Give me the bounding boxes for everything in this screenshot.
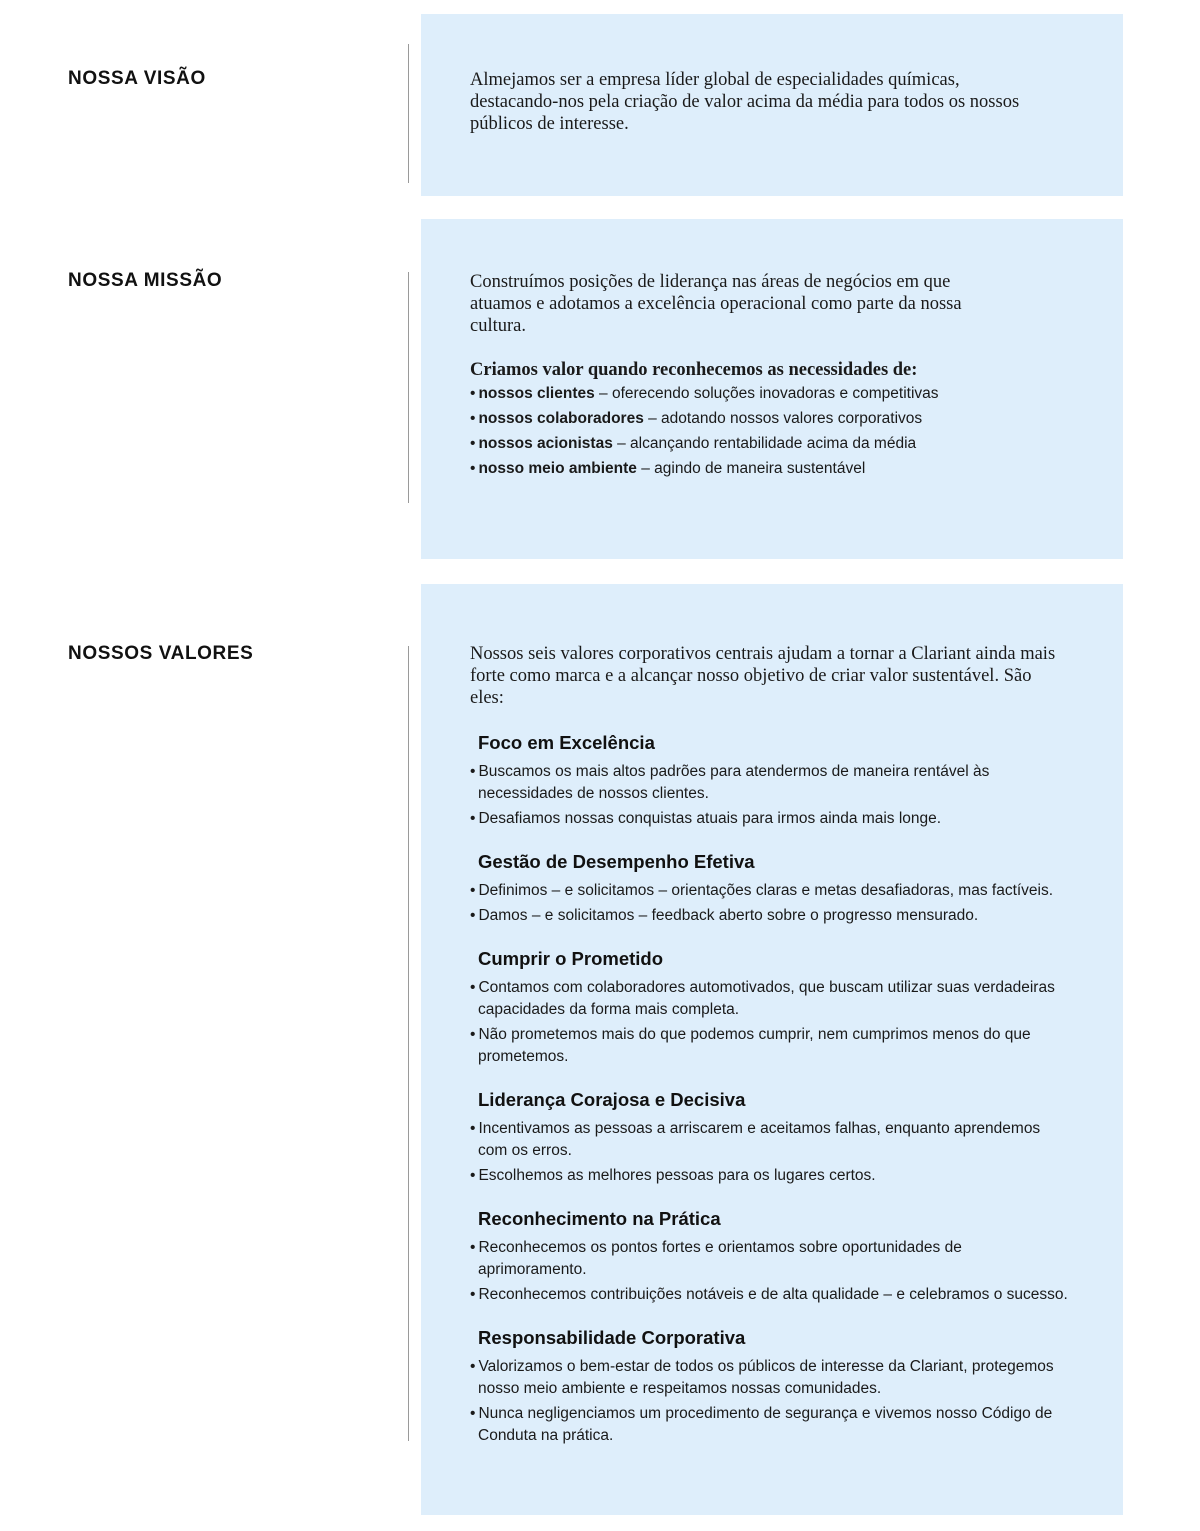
mission-heading: NOSSA MISSÃO	[68, 270, 223, 291]
value-item	[470, 880, 1070, 902]
bullet-glyph: •	[470, 1120, 476, 1137]
mission-divider	[408, 272, 409, 503]
bullet-glyph: •	[470, 435, 476, 452]
mission-need-item	[470, 431, 1070, 456]
values-divider	[408, 646, 409, 1441]
value-title: Reconhecimento na Prática	[478, 1208, 721, 1229]
value-block	[470, 947, 1070, 1068]
bullet-glyph: •	[470, 1358, 476, 1375]
value-title: Responsabilidade Corporativa	[478, 1327, 746, 1348]
vision-heading: NOSSA VISÃO	[68, 68, 206, 89]
value-title: Gestão de Desempenho Efetiva	[478, 851, 755, 872]
bullet-glyph: •	[470, 810, 476, 827]
value-title: Cumprir o Prometido	[478, 948, 664, 969]
value-item	[470, 1403, 1070, 1447]
mission-needs-list	[470, 381, 1070, 481]
bullet-glyph: •	[470, 410, 476, 427]
value-block	[470, 1207, 1070, 1306]
value-item	[470, 1024, 1070, 1068]
value-item-text: Escolhemos as melhores pessoas para os lugares certos.	[478, 1167, 876, 1184]
values-intro: Nossos seis valores corporativos centrais ajudam a tornar a Clariant ainda mais forte como marca e a alcançar nosso objetivo de criar valor sustentável. São eles:	[470, 644, 1056, 708]
value-item	[470, 1118, 1070, 1162]
value-item	[470, 1284, 1070, 1306]
mission-content	[470, 271, 1070, 481]
bullet-glyph: •	[470, 1286, 476, 1303]
value-block	[470, 1326, 1070, 1447]
value-item-text: Buscamos os mais altos padrões para atendermos de maneira rentável às necessidades de nossos clientes.	[478, 763, 990, 802]
value-item	[470, 1356, 1070, 1400]
value-title: Liderança Corajosa e Decisiva	[478, 1089, 746, 1110]
vision-divider	[408, 44, 409, 183]
bullet-glyph: •	[470, 979, 476, 996]
value-item	[470, 808, 1070, 830]
mission-need-item	[470, 381, 1070, 406]
value-item-text: Definimos – e solicitamos – orientações claras e metas desafiadoras, mas factíveis.	[478, 882, 1054, 899]
value-item-text: Valorizamos o bem-estar de todos os públicos de interesse da Clariant, protegemos nosso meio ambiente e respeitamos nossas comunidades.	[478, 1358, 1054, 1397]
value-item-text: Não prometemos mais do que podemos cumprir, nem cumprimos menos do que prometemos.	[478, 1026, 1031, 1065]
value-item-list	[470, 1237, 1070, 1306]
value-item-text: Desafiamos nossas conquistas atuais para irmos ainda mais longe.	[478, 810, 942, 827]
mission-need-label: nossos clientes	[478, 385, 595, 402]
vision-text: Almejamos ser a empresa líder global de especialidades químicas, destacando-nos pela criação de valor acima da média para todos os nossos públicos de interesse.	[470, 70, 1020, 134]
bullet-glyph: •	[470, 1167, 476, 1184]
mission-need-label: nossos colaboradores	[478, 410, 644, 427]
value-item-list	[470, 880, 1070, 927]
mission-need-text: – oferecendo soluções inovadoras e competitivas	[594, 385, 939, 402]
mission-need-text: – agindo de maneira sustentável	[636, 460, 866, 477]
mission-text: Construímos posições de liderança nas áreas de negócios em que atuamos e adotamos a excelência operacional como parte da nossa cultura.	[470, 272, 962, 336]
bullet-glyph: •	[470, 1239, 476, 1256]
mission-need-label: nossos acionistas	[478, 435, 613, 452]
values-content	[470, 643, 1070, 1450]
value-item-list	[470, 977, 1070, 1068]
bullet-glyph: •	[470, 763, 476, 780]
value-block	[470, 850, 1070, 927]
values-blocks	[470, 731, 1070, 1447]
value-block	[470, 731, 1070, 830]
value-item-list	[470, 761, 1070, 830]
value-item	[470, 905, 1070, 927]
value-item-text: Incentivamos as pessoas a arriscarem e aceitamos falhas, enquanto aprendemos com os erros.	[478, 1120, 1041, 1159]
bullet-glyph: •	[470, 385, 476, 402]
mission-need-text: – alcançando rentabilidade acima da média	[612, 435, 917, 452]
value-item-text: Contamos com colaboradores automotivados, que buscam utilizar suas verdadeiras capacidades da forma mais completa.	[478, 979, 1055, 1018]
vision-content	[470, 69, 1070, 135]
value-item	[470, 1165, 1070, 1187]
bullet-glyph: •	[470, 1026, 476, 1043]
mission-need-item	[470, 406, 1070, 431]
value-title: Foco em Excelência	[478, 732, 655, 753]
value-item	[470, 1237, 1070, 1281]
bullet-glyph: •	[470, 460, 476, 477]
mission-need-label: nosso meio ambiente	[478, 460, 637, 477]
mission-need-item	[470, 456, 1070, 481]
value-item-list	[470, 1356, 1070, 1447]
mission-need-text: – adotando nossos valores corporativos	[643, 410, 923, 427]
value-item-text: Reconhecemos os pontos fortes e orientamos sobre oportunidades de aprimoramento.	[478, 1239, 962, 1278]
value-item-text: Nunca negligenciamos um procedimento de segurança e vivemos nosso Código de Conduta na prática.	[478, 1405, 1053, 1444]
value-item-list	[470, 1118, 1070, 1187]
value-item-text: Damos – e solicitamos – feedback aberto sobre o progresso mensurado.	[478, 907, 979, 924]
bullet-glyph: •	[470, 1405, 476, 1422]
bullet-glyph: •	[470, 907, 476, 924]
values-heading: NOSSOS VALORES	[68, 643, 254, 664]
bullet-glyph: •	[470, 882, 476, 899]
value-block	[470, 1088, 1070, 1187]
value-item-text: Reconhecemos contribuições notáveis e de alta qualidade – e celebramos o sucesso.	[478, 1286, 1068, 1303]
mission-subheading: Criamos valor quando reconhecemos as necessidades de:	[470, 360, 918, 380]
value-item	[470, 977, 1070, 1021]
value-item	[470, 761, 1070, 805]
